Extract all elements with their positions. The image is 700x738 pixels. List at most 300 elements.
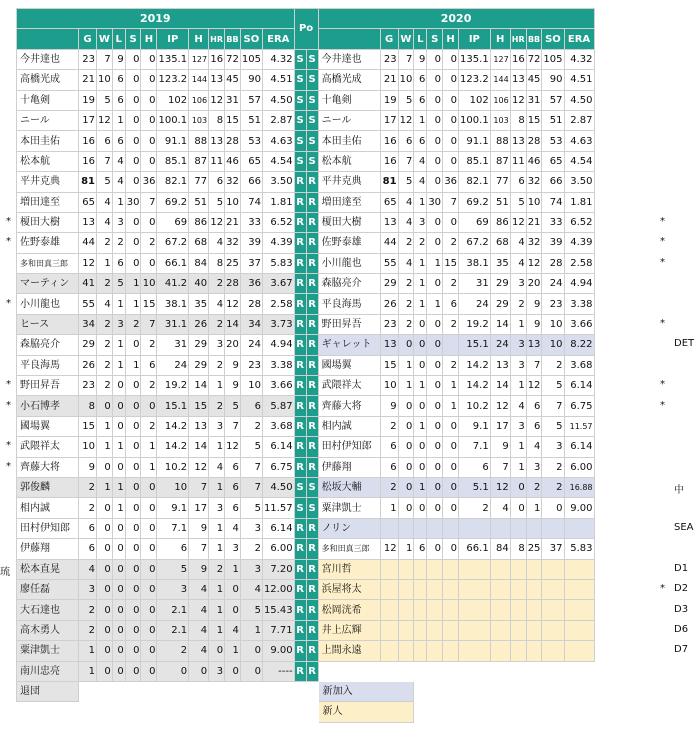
empty-cell [318, 661, 380, 681]
left-stat: 0 [125, 396, 141, 416]
right-row-marker: SEA [674, 522, 694, 533]
position-left: R [294, 620, 306, 640]
left-stat: 6 [97, 131, 113, 151]
left-stat: 0 [240, 661, 262, 681]
right-pitcher-name: ノリン [318, 518, 380, 538]
left-stat: 32 [225, 233, 241, 253]
right-stat: 24 [490, 335, 510, 355]
right-stat [490, 579, 510, 599]
right-stat: 30 [427, 192, 443, 212]
right-stat: 3.38 [564, 294, 594, 314]
right-pitcher-name: 宮川哲 [318, 559, 380, 579]
right-stat: 4.32 [564, 49, 594, 69]
right-stat: 8 [510, 110, 526, 130]
left-stat: 5 [112, 274, 125, 294]
left-row-marker: * [6, 440, 11, 452]
left-stat: 19.2 [157, 376, 189, 396]
left-stat: 3 [209, 661, 225, 681]
left-stat: 6 [79, 539, 97, 559]
right-stat: 16 [380, 151, 398, 171]
right-stat: 0 [443, 110, 459, 130]
position-left: R [294, 661, 306, 681]
right-stat: 0 [427, 212, 443, 232]
left-row-marker: * [6, 216, 11, 227]
left-stat: 85.1 [157, 151, 189, 171]
right-pitcher-name: 松本航 [318, 151, 380, 171]
right-stat: 23 [380, 314, 398, 334]
left-stat: 68 [189, 233, 209, 253]
left-stat: 7 [189, 539, 209, 559]
left-pitcher-name: 野田昇吾 [17, 376, 79, 396]
position-left: R [294, 416, 306, 436]
left-stat: 7 [240, 457, 262, 477]
left-stat: 0 [112, 518, 125, 538]
left-stat: 4.63 [262, 131, 294, 151]
right-stat: 6.14 [564, 437, 594, 457]
left-stat: 6.14 [262, 437, 294, 457]
right-stat [398, 579, 414, 599]
right-stat [414, 518, 427, 538]
left-stat: 2 [141, 335, 157, 355]
col-header-s: S [125, 29, 141, 49]
empty-cell [17, 702, 79, 722]
right-stat: 1 [427, 253, 443, 273]
empty-cell [125, 681, 141, 701]
left-stat: 0 [141, 477, 157, 497]
left-stat: 123.2 [157, 70, 189, 90]
right-pitcher-name: 高橋光成 [318, 70, 380, 90]
right-stat: 2 [398, 314, 414, 334]
right-stat [510, 620, 526, 640]
right-stat [459, 518, 491, 538]
right-stat: 4 [398, 212, 414, 232]
right-stat [510, 579, 526, 599]
left-stat: 12 [189, 457, 209, 477]
right-stat: 4 [526, 437, 542, 457]
left-stat: 2 [79, 498, 97, 518]
left-stat: 9 [225, 376, 241, 396]
right-stat [398, 559, 414, 579]
empty-cell [294, 681, 306, 701]
right-stat: 1 [510, 457, 526, 477]
right-stat: 0 [443, 151, 459, 171]
right-stat: 88 [490, 131, 510, 151]
right-stat: 16 [380, 131, 398, 151]
right-row-marker: D1 [674, 562, 689, 574]
right-stat: 5 [542, 376, 564, 396]
right-stat: 32 [526, 172, 542, 192]
right-pitcher-name: 増田達至 [318, 192, 380, 212]
right-stat [380, 620, 398, 640]
right-stat: 135.1 [459, 49, 491, 69]
left-stat: 14 [189, 437, 209, 457]
left-stat: 6 [112, 70, 125, 90]
position-right: R [306, 518, 318, 538]
right-stat: 14.2 [459, 355, 491, 375]
left-stat: 2 [209, 396, 225, 416]
left-stat: 2 [97, 335, 113, 355]
empty-cell [526, 681, 542, 701]
right-row-marker: * [660, 216, 665, 227]
left-stat: 6 [225, 498, 241, 518]
left-stat: 0 [125, 376, 141, 396]
left-stat: 7 [141, 314, 157, 334]
left-stat: 0 [125, 457, 141, 477]
right-stat: 4.63 [564, 131, 594, 151]
left-stat: 25 [225, 253, 241, 273]
left-stat: 8 [79, 396, 97, 416]
left-stat: 0 [125, 151, 141, 171]
left-stat: 1 [209, 600, 225, 620]
left-stat: 28 [225, 274, 241, 294]
empty-cell [414, 702, 427, 722]
left-stat: 4.94 [262, 335, 294, 355]
right-stat: 85.1 [459, 151, 491, 171]
position-right: R [306, 539, 318, 559]
empty-cell [414, 681, 427, 701]
left-stat: 23 [240, 355, 262, 375]
right-stat: 13 [380, 212, 398, 232]
left-stat: 9 [112, 49, 125, 69]
right-stat: 20 [526, 274, 542, 294]
position-left: R [294, 314, 306, 334]
right-stat: 2 [526, 477, 542, 497]
left-stat: 2 [79, 620, 97, 640]
right-stat: 0 [427, 110, 443, 130]
left-stat: 5 [97, 90, 113, 110]
left-stat: 1 [225, 559, 241, 579]
right-stat: 5.83 [564, 539, 594, 559]
position-right: S [306, 70, 318, 90]
left-stat: 10 [79, 437, 97, 457]
right-stat: 12 [380, 539, 398, 559]
left-stat: 16 [79, 131, 97, 151]
right-stat: 4 [510, 233, 526, 253]
left-stat: 3.68 [262, 416, 294, 436]
left-stat: 0 [97, 559, 113, 579]
right-stat: 15.1 [459, 335, 491, 355]
left-pitcher-name: 廖任磊 [17, 579, 79, 599]
right-stat: 1 [443, 396, 459, 416]
right-stat: 6.75 [564, 396, 594, 416]
left-stat: 6.00 [262, 539, 294, 559]
empty-cell [306, 681, 318, 701]
right-stat [443, 641, 459, 661]
right-stat: 69 [459, 212, 491, 232]
right-stat: 35 [490, 253, 510, 273]
right-stat [490, 518, 510, 538]
left-stat: 0 [125, 172, 141, 192]
left-stat: 0 [141, 49, 157, 69]
left-stat: 7.1 [157, 518, 189, 538]
left-pitcher-name: 森脇亮介 [17, 335, 79, 355]
right-pitcher-name: 佐野泰雄 [318, 233, 380, 253]
right-stat [427, 559, 443, 579]
right-stat [380, 641, 398, 661]
right-stat: 26 [380, 294, 398, 314]
po-header: Po [294, 9, 318, 50]
left-stat: 100.1 [157, 110, 189, 130]
position-right: R [306, 416, 318, 436]
position-left: R [294, 539, 306, 559]
right-stat: 4.54 [564, 151, 594, 171]
right-stat: 66.1 [459, 539, 491, 559]
left-stat: 7 [141, 192, 157, 212]
right-stat: 0 [443, 70, 459, 90]
right-stat [414, 641, 427, 661]
position-left: R [294, 172, 306, 192]
right-stat: 0 [542, 498, 564, 518]
left-stat: 66.1 [157, 253, 189, 273]
left-stat: 23 [79, 376, 97, 396]
right-stat [427, 641, 443, 661]
empty-cell [398, 661, 414, 681]
left-stat: 12 [97, 110, 113, 130]
left-stat: 8 [209, 253, 225, 273]
left-stat: 1 [209, 437, 225, 457]
empty-cell [427, 661, 443, 681]
left-stat: 2 [209, 559, 225, 579]
right-stat: 100.1 [459, 110, 491, 130]
right-stat: 1 [443, 376, 459, 396]
right-row-marker: D6 [674, 624, 689, 635]
right-stat: 4 [414, 151, 427, 171]
right-stat: 1 [414, 477, 427, 497]
right-stat: 19 [380, 90, 398, 110]
position-right: S [306, 49, 318, 69]
right-stat: 7 [398, 49, 414, 69]
right-stat [490, 620, 510, 640]
empty-cell [97, 681, 113, 701]
right-stat [427, 600, 443, 620]
right-stat: 1 [414, 274, 427, 294]
left-stat: 0 [112, 620, 125, 640]
left-stat: 2 [240, 416, 262, 436]
left-stat: 51 [189, 192, 209, 212]
right-stat: 9 [526, 314, 542, 334]
position-right: R [306, 172, 318, 192]
left-stat: 2 [97, 274, 113, 294]
left-stat: 4 [112, 151, 125, 171]
left-stat: 4 [79, 559, 97, 579]
right-pitcher-name: 粟津凱士 [318, 498, 380, 518]
left-stat: 0 [97, 641, 113, 661]
left-stat: 0 [125, 90, 141, 110]
left-stat: 3 [209, 335, 225, 355]
left-stat: 0 [112, 539, 125, 559]
left-stat: 5 [225, 396, 241, 416]
right-stat: 0 [414, 457, 427, 477]
left-stat: 12 [209, 212, 225, 232]
left-pitcher-name: 多和田真三郎 [17, 253, 79, 273]
left-stat: 12 [225, 294, 241, 314]
col-header-bb: BB [526, 29, 542, 49]
col-header-l: L [414, 29, 427, 49]
empty-cell [564, 702, 594, 722]
left-stat: 135.1 [157, 49, 189, 69]
left-stat: 1 [125, 274, 141, 294]
right-stat: 10 [542, 335, 564, 355]
right-stat: 1 [398, 376, 414, 396]
right-stat: 6 [526, 416, 542, 436]
left-stat: 31.1 [157, 314, 189, 334]
right-stat: 23 [542, 294, 564, 314]
left-pitcher-name: マーティン [17, 274, 79, 294]
left-stat: 2 [125, 314, 141, 334]
left-stat: 2 [79, 477, 97, 497]
right-stat: 3 [510, 355, 526, 375]
left-stat: 17 [189, 498, 209, 518]
right-stat: 0 [414, 498, 427, 518]
left-stat: 4 [189, 620, 209, 640]
left-pitcher-name: 齊藤大将 [17, 457, 79, 477]
left-stat: 14.2 [157, 416, 189, 436]
left-stat: 67.2 [157, 233, 189, 253]
left-stat: 4 [112, 172, 125, 192]
left-stat: 11.57 [262, 498, 294, 518]
left-stat: 2 [240, 539, 262, 559]
right-stat: 77 [490, 172, 510, 192]
left-row-marker: * [6, 236, 11, 248]
left-stat: 0 [141, 253, 157, 273]
right-stat: 0 [443, 49, 459, 69]
right-stat: 2 [414, 233, 427, 253]
empty-cell [79, 681, 97, 701]
left-stat: 31 [225, 90, 241, 110]
left-stat: 4 [97, 192, 113, 212]
right-pitcher-name: 森脇亮介 [318, 274, 380, 294]
left-pitcher-name: 榎田大樹 [17, 212, 79, 232]
left-stat: 1 [79, 661, 97, 681]
empty-cell [490, 661, 510, 681]
position-left: R [294, 192, 306, 212]
right-stat: 6 [459, 457, 491, 477]
col-header-era: ERA [262, 29, 294, 49]
left-pitcher-name: 松本直晃 [17, 559, 79, 579]
left-stat: 12 [225, 437, 241, 457]
right-stat: 0 [443, 131, 459, 151]
right-stat: 0 [510, 477, 526, 497]
empty-cell [459, 702, 491, 722]
right-stat: 10 [526, 192, 542, 212]
left-stat: 0 [97, 579, 113, 599]
left-stat: 20 [225, 335, 241, 355]
left-stat: 66 [240, 172, 262, 192]
left-stat: 2.87 [262, 110, 294, 130]
right-stat: 0 [443, 457, 459, 477]
right-pitcher-name: 國場翼 [318, 355, 380, 375]
right-stat [510, 518, 526, 538]
right-stat: 6 [398, 131, 414, 151]
left-stat: 1 [97, 477, 113, 497]
right-stat: 0 [398, 477, 414, 497]
left-stat: 10 [157, 477, 189, 497]
empty-cell [306, 702, 318, 722]
right-stat: 86 [490, 212, 510, 232]
right-stat: 2 [542, 477, 564, 497]
right-stat [564, 600, 594, 620]
left-stat: 2.58 [262, 294, 294, 314]
right-stat: 3.66 [564, 314, 594, 334]
right-stat: 6 [414, 131, 427, 151]
right-stat: 21 [526, 212, 542, 232]
right-stat: 4.50 [564, 90, 594, 110]
left-stat: 15 [225, 110, 241, 130]
right-stat: 0 [443, 539, 459, 559]
left-stat: 6.52 [262, 212, 294, 232]
empty-cell [112, 702, 125, 722]
right-stat: 6.00 [564, 457, 594, 477]
left-stat: 6 [157, 539, 189, 559]
left-stat: 26 [79, 355, 97, 375]
position-left: S [294, 110, 306, 130]
col-header-g: G [79, 29, 97, 49]
left-stat: 0 [125, 70, 141, 90]
right-stat [398, 620, 414, 640]
empty-cell [443, 661, 459, 681]
left-stat: 14 [189, 376, 209, 396]
left-stat: 34 [79, 314, 97, 334]
right-stat [398, 600, 414, 620]
legend-rookie: 新人 [318, 702, 414, 722]
left-stat: 15.43 [262, 600, 294, 620]
right-stat: 0 [414, 396, 427, 416]
col-header-so: SO [542, 29, 564, 49]
left-stat: 0 [125, 110, 141, 130]
right-pitcher-name: 井上広輝 [318, 620, 380, 640]
position-right: S [306, 477, 318, 497]
right-row-marker: D7 [674, 644, 689, 656]
right-stat: 6 [380, 457, 398, 477]
empty-cell [427, 702, 443, 722]
left-stat: 1 [97, 416, 113, 436]
right-stat: 84 [490, 539, 510, 559]
position-left: R [294, 579, 306, 599]
left-stat: 0 [125, 131, 141, 151]
right-stat: 0 [427, 314, 443, 334]
position-left: R [294, 457, 306, 477]
empty-cell [141, 702, 157, 722]
position-right: R [306, 253, 318, 273]
right-stat: 3 [510, 335, 526, 355]
right-stat [542, 518, 564, 538]
left-stat: 9.00 [262, 641, 294, 661]
right-pitcher-name: 武隈祥太 [318, 376, 380, 396]
left-stat: 102 [157, 90, 189, 110]
col-header-so: SO [240, 29, 262, 49]
left-stat: 4 [97, 294, 113, 314]
right-stat: 3 [414, 212, 427, 232]
empty-cell [157, 681, 189, 701]
right-stat: 3 [510, 416, 526, 436]
left-name-header [17, 29, 79, 49]
left-stat: 0 [97, 396, 113, 416]
left-pitcher-name: 佐野泰雄 [17, 233, 79, 253]
left-stat: 51 [240, 110, 262, 130]
left-stat: 65 [79, 192, 97, 212]
legend-new: 新加入 [318, 681, 414, 701]
left-stat: 0 [112, 559, 125, 579]
left-stat: 4.32 [262, 49, 294, 69]
position-left: S [294, 131, 306, 151]
left-stat: 2 [97, 376, 113, 396]
left-stat: 26 [189, 314, 209, 334]
left-stat: 6 [112, 253, 125, 273]
right-stat: 1 [414, 110, 427, 130]
left-stat: 0 [141, 131, 157, 151]
left-stat: 7.71 [262, 620, 294, 640]
right-stat: 0 [427, 131, 443, 151]
